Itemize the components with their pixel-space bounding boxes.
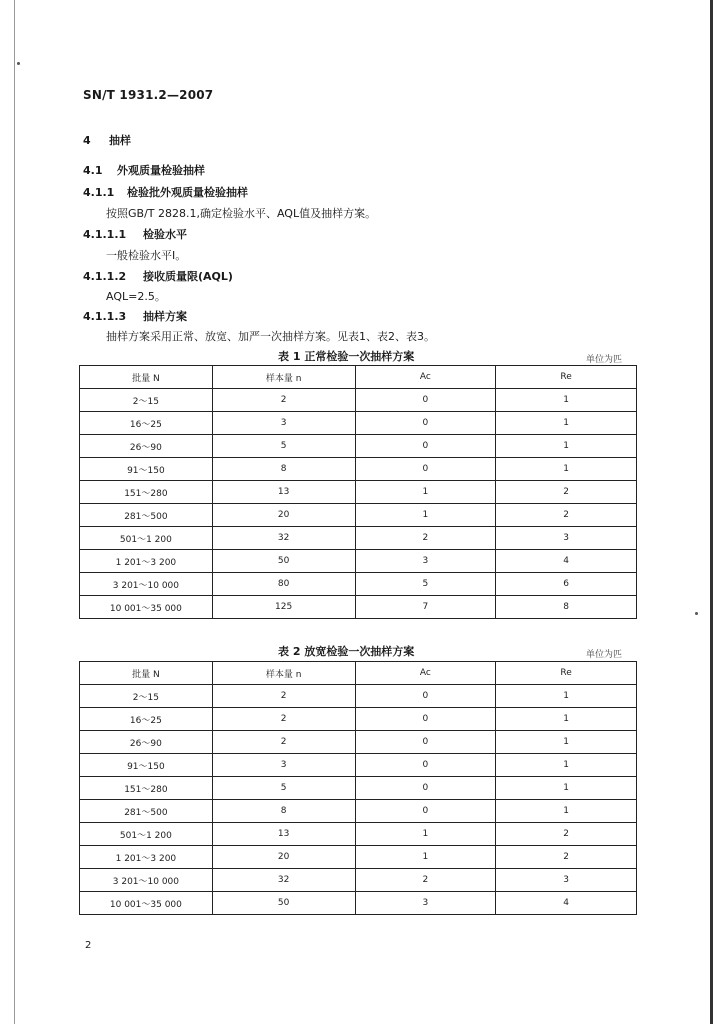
table-1 [79, 365, 637, 619]
section-4-1-1-2-text: AQL=2.5。 [106, 290, 166, 303]
scan-speck [695, 612, 698, 615]
scan-edge-line [14, 0, 15, 1024]
section-4-1-1-heading [83, 184, 248, 200]
cell-ac: 7 [355, 596, 496, 619]
column-header-lot-size: 批量 N [80, 662, 213, 685]
cell-re: 1 [496, 731, 637, 754]
table-row [80, 504, 637, 527]
table-row [80, 435, 637, 458]
cell-sample-size: 8 [212, 800, 355, 823]
scan-edge-bar [710, 0, 713, 1024]
section-4-1-1-1-heading [83, 226, 187, 242]
section-4-1-1-3-text: 抽样方案采用正常、放宽、加严一次抽样方案。见表1、表2、表3。 [106, 330, 435, 343]
cell-ac: 0 [355, 731, 496, 754]
table-2-unit: 单位为匹 [586, 650, 623, 660]
cell-re: 1 [496, 389, 637, 412]
cell-sample-size: 50 [212, 892, 355, 915]
table-row [80, 892, 637, 915]
cell-sample-size: 32 [212, 869, 355, 892]
cell-re: 4 [496, 550, 637, 573]
cell-re: 1 [496, 685, 637, 708]
cell-sample-size: 2 [212, 685, 355, 708]
section-4-heading [83, 132, 131, 148]
cell-sample-size: 32 [212, 527, 355, 550]
cell-ac: 0 [355, 754, 496, 777]
table-row [80, 869, 637, 892]
cell-ac: 1 [355, 846, 496, 869]
section-4-1-1-2-heading [83, 268, 233, 284]
column-header-ac: Ac [355, 662, 496, 685]
cell-re: 1 [496, 435, 637, 458]
section-4-1-1-text: 按照GB/T 2828.1,确定检验水平、AQL值及抽样方案。 [106, 207, 377, 220]
cell-sample-size: 20 [212, 846, 355, 869]
cell-sample-size: 3 [212, 754, 355, 777]
cell-ac: 1 [355, 823, 496, 846]
section-number: 4.1.1.3 [83, 310, 127, 323]
cell-sample-size: 3 [212, 412, 355, 435]
table-2 [79, 661, 637, 915]
cell-ac: 5 [355, 573, 496, 596]
table-header-row [80, 662, 637, 685]
cell-lot-size: 281～500 [80, 504, 213, 527]
section-number: 4 [83, 134, 91, 147]
cell-re: 3 [496, 869, 637, 892]
cell-lot-size: 501～1 200 [80, 527, 213, 550]
cell-lot-size: 10 001～35 000 [80, 596, 213, 619]
cell-re: 3 [496, 527, 637, 550]
cell-ac: 0 [355, 389, 496, 412]
section-title: 抽样方案 [143, 310, 187, 323]
cell-sample-size: 2 [212, 731, 355, 754]
table-row [80, 573, 637, 596]
table-row [80, 685, 637, 708]
cell-sample-size: 80 [212, 573, 355, 596]
cell-lot-size: 2～15 [80, 685, 213, 708]
cell-lot-size: 1 201～3 200 [80, 846, 213, 869]
cell-ac: 0 [355, 708, 496, 731]
column-header-sample-size: 样本量 n [212, 366, 355, 389]
table-1-caption: 表 1 正常检验一次抽样方案 [278, 350, 415, 363]
cell-sample-size: 125 [212, 596, 355, 619]
cell-sample-size: 13 [212, 823, 355, 846]
table-row [80, 754, 637, 777]
table-row [80, 389, 637, 412]
cell-ac: 0 [355, 800, 496, 823]
section-title: 检验水平 [143, 228, 187, 241]
cell-lot-size: 3 201～10 000 [80, 573, 213, 596]
cell-sample-size: 13 [212, 481, 355, 504]
cell-lot-size: 16～25 [80, 412, 213, 435]
cell-re: 2 [496, 481, 637, 504]
cell-re: 6 [496, 573, 637, 596]
cell-ac: 1 [355, 481, 496, 504]
cell-re: 2 [496, 504, 637, 527]
section-4-1-1-3-heading [83, 308, 187, 324]
section-number: 4.1 [83, 164, 103, 177]
section-number: 4.1.1 [83, 186, 115, 199]
cell-ac: 1 [355, 504, 496, 527]
column-header-lot-size: 批量 N [80, 366, 213, 389]
cell-ac: 3 [355, 892, 496, 915]
table-row [80, 527, 637, 550]
cell-sample-size: 2 [212, 389, 355, 412]
cell-lot-size: 3 201～10 000 [80, 869, 213, 892]
cell-lot-size: 151～280 [80, 481, 213, 504]
page-number: 2 [85, 940, 92, 951]
cell-sample-size: 2 [212, 708, 355, 731]
section-4-1-heading [83, 162, 205, 178]
cell-sample-size: 5 [212, 777, 355, 800]
cell-lot-size: 1 201～3 200 [80, 550, 213, 573]
cell-re: 1 [496, 800, 637, 823]
cell-ac: 3 [355, 550, 496, 573]
cell-ac: 0 [355, 435, 496, 458]
cell-lot-size: 91～150 [80, 754, 213, 777]
scan-speck [17, 62, 20, 65]
table-row [80, 777, 637, 800]
table-row [80, 800, 637, 823]
cell-re: 1 [496, 458, 637, 481]
cell-lot-size: 10 001～35 000 [80, 892, 213, 915]
section-number: 4.1.1.2 [83, 270, 127, 283]
table-row [80, 731, 637, 754]
cell-re: 1 [496, 412, 637, 435]
column-header-sample-size: 样本量 n [212, 662, 355, 685]
column-header-re: Re [496, 662, 637, 685]
cell-lot-size: 26～90 [80, 731, 213, 754]
section-title: 抽样 [109, 134, 131, 147]
section-title: 接收质量限(AQL) [143, 270, 233, 283]
section-title: 检验批外观质量检验抽样 [127, 186, 248, 199]
cell-ac: 2 [355, 527, 496, 550]
cell-sample-size: 50 [212, 550, 355, 573]
cell-re: 4 [496, 892, 637, 915]
table-row [80, 823, 637, 846]
table-row [80, 708, 637, 731]
cell-lot-size: 16～25 [80, 708, 213, 731]
cell-lot-size: 281～500 [80, 800, 213, 823]
section-4-1-1-1-text: 一般检验水平Ⅰ。 [106, 249, 187, 262]
column-header-re: Re [496, 366, 637, 389]
table-row [80, 596, 637, 619]
cell-ac: 0 [355, 458, 496, 481]
cell-sample-size: 5 [212, 435, 355, 458]
table-row [80, 846, 637, 869]
table-1-unit: 单位为匹 [586, 355, 623, 365]
table-row [80, 412, 637, 435]
cell-lot-size: 26～90 [80, 435, 213, 458]
table-row [80, 458, 637, 481]
cell-lot-size: 151～280 [80, 777, 213, 800]
table-header-row [80, 366, 637, 389]
cell-ac: 0 [355, 412, 496, 435]
cell-lot-size: 2～15 [80, 389, 213, 412]
cell-ac: 0 [355, 685, 496, 708]
cell-ac: 0 [355, 777, 496, 800]
section-number: 4.1.1.1 [83, 228, 127, 241]
cell-ac: 2 [355, 869, 496, 892]
cell-re: 1 [496, 754, 637, 777]
document-code: SN/T 1931.2—2007 [83, 88, 214, 102]
table-row [80, 481, 637, 504]
cell-re: 2 [496, 823, 637, 846]
cell-sample-size: 8 [212, 458, 355, 481]
cell-re: 2 [496, 846, 637, 869]
cell-sample-size: 20 [212, 504, 355, 527]
column-header-ac: Ac [355, 366, 496, 389]
section-title: 外观质量检验抽样 [117, 164, 205, 177]
table-row [80, 550, 637, 573]
cell-re: 1 [496, 708, 637, 731]
cell-re: 1 [496, 777, 637, 800]
cell-re: 8 [496, 596, 637, 619]
table-2-caption: 表 2 放宽检验一次抽样方案 [278, 645, 415, 658]
cell-lot-size: 91～150 [80, 458, 213, 481]
cell-lot-size: 501～1 200 [80, 823, 213, 846]
